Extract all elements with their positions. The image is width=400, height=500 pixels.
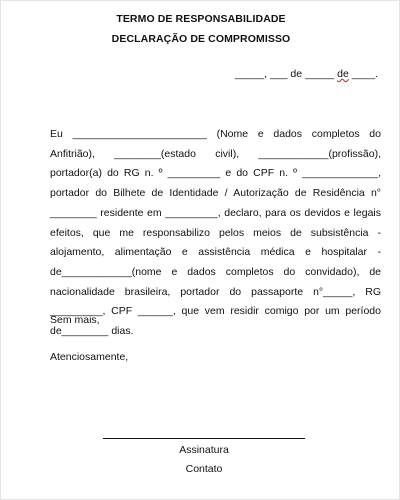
signature-label: Assinatura — [179, 444, 229, 456]
closing-sem-mais: Sem mais, — [50, 314, 100, 326]
date-line-part2: ____. — [348, 68, 378, 80]
declaration-paragraph: Eu _______________________ (Nome e dados completos do Anfitrião), ________(estado civil), ____________(profissão), portador(a) do RG n. º _________ e do CPF n. º _____________, portador do Bilhete de Identidade / Autorização de Residência n° ________ residente em _________, declaro, para os devidos e legais efeitos, que me responsabilizo pelos meios de subsistência - alojamento, alimentação e assistência médica e hospitalar - de____________(nome e dados completos do convidado), de nacionalidade brasileira, portador do passaporte n°_____, RG _________, CPF ______, que vem residir comigo por um período de________ dias. — [50, 128, 381, 338]
document-title: TERMO DE RESPONSABILIDADE — [116, 13, 286, 25]
signature-line — [103, 438, 305, 439]
date-line-part1: _____, ___ de _____ — [234, 68, 338, 80]
date-line-de-spellcheck: de — [337, 68, 349, 80]
closing-atenciosamente: Atenciosamente, — [50, 351, 129, 363]
contact-label: Contato — [185, 463, 223, 475]
date-line — [235, 68, 378, 80]
document-subtitle: DECLARAÇÃO DE COMPROMISSO — [111, 33, 291, 45]
declaration-body — [50, 125, 381, 342]
